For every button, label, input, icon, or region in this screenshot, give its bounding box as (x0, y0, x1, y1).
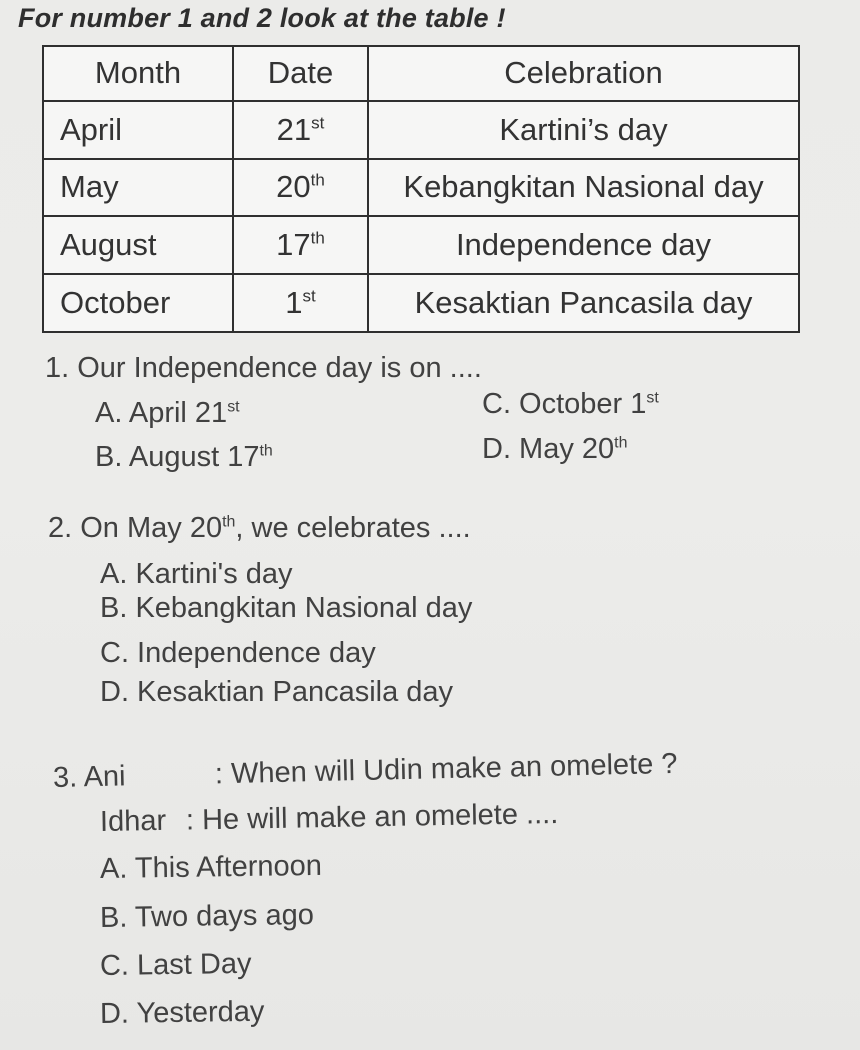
option-suffix: th (259, 442, 273, 460)
date-number: 17 (276, 227, 311, 263)
q1-option-d[interactable] (482, 433, 627, 466)
option-text: B. August 17 (95, 441, 260, 473)
header-month: Month (43, 46, 233, 101)
q2-option-d[interactable]: D. Kesaktian Pancasila day (100, 676, 454, 708)
question-3-line-2 (100, 798, 559, 839)
q2-option-b[interactable]: B. Kebangkitan Nasional day (100, 592, 473, 624)
date-number: 21 (276, 111, 312, 147)
q3-option-b[interactable]: B. Two days ago (99, 899, 315, 934)
cell-month: October (43, 274, 233, 332)
cell-date (233, 101, 368, 159)
q1-option-b[interactable] (95, 441, 273, 474)
option-suffix: st (227, 398, 240, 416)
dialogue-ani: : When will Udin make an omelete ? (214, 747, 678, 791)
question-2 (48, 512, 471, 545)
table-row (43, 159, 799, 217)
q3-option-c[interactable]: C. Last Day (99, 947, 252, 982)
table-row (43, 274, 799, 332)
cell-date (233, 274, 368, 332)
speaker-ani: 3. Ani (52, 760, 126, 794)
option-text: C. October 1 (482, 388, 647, 420)
cell-celebration: Kartini’s day (368, 101, 799, 159)
date-suffix: th (310, 228, 325, 248)
q3-option-d[interactable]: D. Yesterday (99, 995, 265, 1030)
table-row (43, 101, 799, 159)
celebration-table (42, 45, 800, 333)
date-number: 1 (285, 285, 303, 321)
q1-option-a[interactable] (95, 397, 240, 430)
q2-option-a[interactable]: A. Kartini's day (100, 558, 293, 590)
cell-celebration: Kebangkitan Nasional day (368, 159, 799, 217)
cell-celebration: Kesaktian Pancasila day (368, 274, 799, 332)
q2-option-c[interactable]: C. Independence day (100, 637, 376, 669)
instruction-heading: For number 1 and 2 look at the table ! (18, 3, 506, 33)
question-suffix-ordinal: th (222, 513, 236, 531)
q1-option-c[interactable] (482, 388, 659, 421)
cell-date (233, 159, 368, 217)
cell-month: May (43, 159, 233, 217)
option-suffix: st (646, 389, 659, 407)
header-celebration: Celebration (368, 46, 799, 101)
date-suffix: st (311, 113, 325, 133)
date-number: 20 (276, 169, 311, 205)
cell-month: August (43, 216, 233, 274)
q3-option-a[interactable]: A. This Afternoon (99, 849, 323, 885)
speaker-idhar: Idhar (99, 804, 167, 838)
date-suffix: th (310, 171, 325, 191)
cell-date (233, 216, 368, 274)
table-row (43, 216, 799, 274)
question-3-line-1 (53, 748, 678, 795)
dialogue-idhar: : He will make an omelete .... (185, 798, 559, 837)
option-suffix: th (614, 434, 628, 452)
option-text: A. April 21 (95, 397, 228, 429)
question-suffix: , we celebrates .... (235, 512, 471, 544)
question-prefix: 2. On May 20 (48, 512, 223, 544)
cell-celebration: Independence day (368, 216, 799, 274)
table-header-row (43, 46, 799, 101)
date-suffix: st (302, 286, 316, 306)
question-1: 1. Our Independence day is on .... (45, 352, 482, 384)
cell-month: April (43, 101, 233, 159)
celebration-table-container (42, 45, 798, 333)
option-text: D. May 20 (482, 433, 615, 465)
header-date: Date (233, 46, 368, 101)
